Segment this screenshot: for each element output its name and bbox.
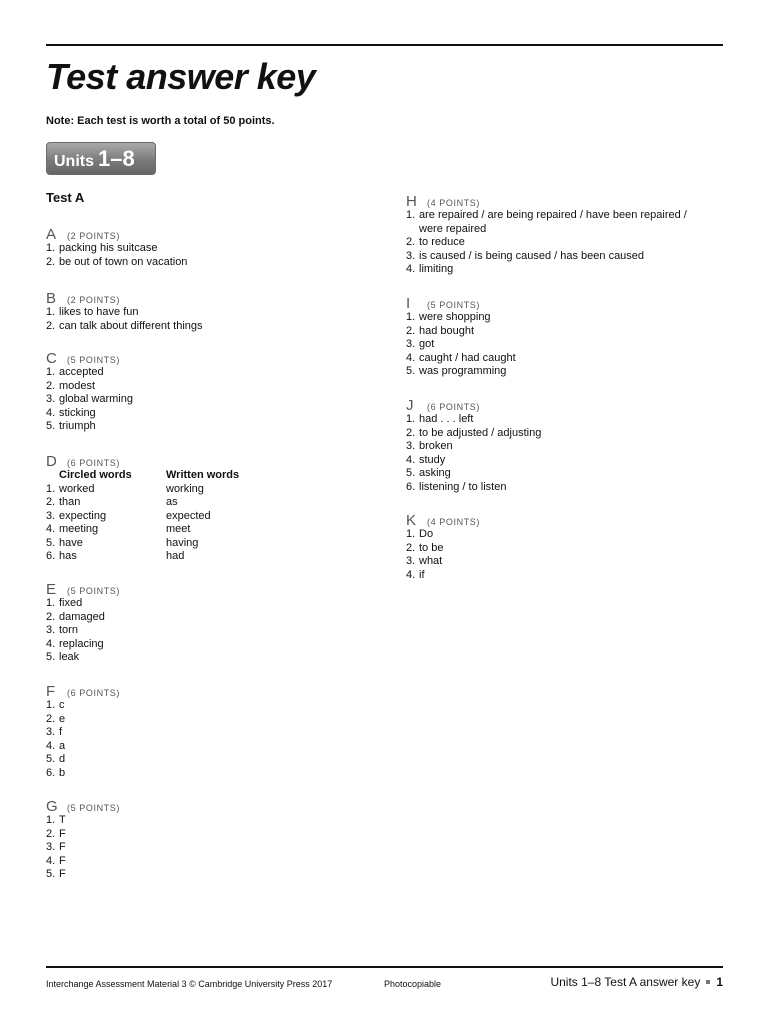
item-number: 3. [406, 249, 416, 262]
section-letter: C [46, 350, 57, 367]
item-text: F [59, 827, 66, 840]
item-text: F [59, 854, 66, 867]
item-number: 5. [46, 753, 56, 765]
section-letter: E [46, 581, 57, 598]
item-number: 6. [46, 550, 56, 562]
list-item [46, 841, 376, 855]
item-number: 2. [406, 541, 416, 554]
item-number: 2. [46, 610, 56, 623]
item-text: if [419, 568, 425, 581]
points-note: Note: Each test is worth a total of 50 points. [46, 115, 275, 127]
table-row [46, 550, 376, 564]
item-number: 5. [46, 536, 56, 549]
item-text: study [419, 453, 446, 466]
list-item [406, 555, 726, 569]
list-item [406, 467, 726, 481]
section-points: (6 POINTS) [427, 402, 481, 412]
units-badge-number: 1–8 [98, 146, 135, 171]
list-item [46, 638, 376, 652]
item-text: limiting [419, 263, 454, 275]
item-number: 5. [46, 420, 56, 432]
item-number: 6. [46, 766, 56, 779]
units-badge-word: Units [54, 153, 94, 170]
top-rule [46, 44, 723, 46]
answer-list [406, 311, 726, 379]
item-number: 5. [406, 467, 416, 479]
list-item [406, 352, 726, 366]
list-item [46, 726, 376, 740]
item-number: 4. [406, 263, 416, 275]
item-text: packing his suitcase [59, 242, 158, 254]
page-number: 1 [716, 975, 723, 989]
written-words-header: Written words [166, 469, 240, 481]
item-text: can talk about different things [59, 319, 203, 332]
bottom-rule [46, 966, 723, 968]
section-c [46, 350, 376, 434]
item-number: 3. [46, 726, 56, 738]
item-number: 4. [46, 637, 56, 650]
section-letter: G [46, 798, 58, 815]
list-item [46, 868, 376, 882]
answer-list [46, 242, 376, 269]
list-item [46, 380, 376, 394]
written-word: having [166, 536, 199, 549]
word-table [46, 469, 376, 564]
list-item [406, 365, 726, 379]
written-word: had [166, 550, 185, 562]
section-letter: A [46, 226, 57, 243]
item-text: caught / had caught [419, 351, 516, 364]
table-row [46, 496, 376, 510]
item-text: F [59, 868, 66, 880]
item-text: F [59, 841, 66, 853]
units-badge [46, 142, 156, 175]
item-text: to be [419, 541, 444, 554]
item-number: 4. [46, 523, 56, 535]
section-i [406, 295, 726, 379]
item-number: 3. [406, 338, 416, 350]
copyright-footer: Interchange Assessment Material 3 © Cambridge University Press 2017 [46, 979, 333, 989]
list-item [46, 699, 376, 713]
answer-list [46, 814, 376, 882]
list-item [46, 420, 376, 434]
item-number: 2. [406, 236, 416, 248]
list-item [46, 855, 376, 869]
answer-list [46, 306, 376, 333]
item-text: were shopping [419, 311, 491, 323]
item-text: had . . . left [419, 413, 474, 425]
list-item [406, 250, 726, 264]
item-text: b [59, 766, 66, 779]
circled-word: meeting [59, 523, 99, 535]
circled-word: has [59, 550, 77, 562]
section-points: (2 POINTS) [67, 295, 121, 305]
written-word: meet [166, 523, 191, 535]
section-letter: B [46, 290, 57, 307]
item-number: 1. [46, 306, 56, 318]
section-points: (4 POINTS) [427, 517, 481, 527]
item-text: be out of town on vacation [59, 255, 188, 268]
list-item [46, 597, 376, 611]
item-number: 2. [406, 324, 416, 337]
item-number: 6. [406, 480, 416, 493]
section-d [46, 453, 376, 564]
section-letter: J [406, 397, 414, 414]
answer-list [46, 366, 376, 434]
list-item [46, 611, 376, 625]
item-text: leak [59, 651, 80, 663]
item-number: 4. [46, 739, 56, 752]
item-text: sticking [59, 406, 96, 419]
item-text: to be adjusted / adjusting [419, 426, 542, 439]
list-item [406, 209, 726, 236]
circled-word: have [59, 536, 83, 549]
item-number: 4. [406, 453, 416, 466]
item-number: 1. [406, 311, 416, 323]
section-e [46, 581, 376, 665]
section-points: (5 POINTS) [427, 300, 481, 310]
list-item [406, 440, 726, 454]
item-number: 4. [406, 351, 416, 364]
item-number: 3. [406, 440, 416, 452]
item-text: to reduce [419, 236, 465, 248]
item-text: Do [419, 528, 434, 540]
table-row [46, 483, 376, 497]
item-number: 1. [46, 366, 56, 378]
section-points: (5 POINTS) [67, 803, 121, 813]
item-number: 2. [46, 712, 56, 725]
item-number: 4. [46, 406, 56, 419]
section-points: (4 POINTS) [427, 198, 481, 208]
list-item [46, 306, 376, 320]
list-item [406, 528, 726, 542]
item-text: broken [419, 440, 453, 452]
separator-square-icon [706, 980, 710, 984]
item-text: f [59, 726, 63, 738]
section-k [406, 512, 726, 582]
item-number: 3. [406, 555, 416, 567]
item-text: a [59, 739, 66, 752]
item-number: 4. [46, 854, 56, 867]
table-row [46, 510, 376, 524]
list-item [406, 454, 726, 468]
answer-list [46, 597, 376, 665]
item-number: 2. [46, 255, 56, 268]
list-item [46, 828, 376, 842]
list-item [406, 263, 726, 277]
item-number: 5. [46, 868, 56, 880]
item-text: damaged [59, 610, 105, 623]
item-number: 1. [46, 482, 56, 495]
section-letter: I [406, 295, 411, 312]
item-text: modest [59, 379, 96, 392]
footer-page-label [550, 975, 723, 989]
section-points: (6 POINTS) [67, 458, 121, 468]
item-text: replacing [59, 637, 104, 650]
list-item [46, 740, 376, 754]
item-text: triumph [59, 420, 96, 432]
section-points: (6 POINTS) [67, 688, 121, 698]
page-title: Test answer key [46, 56, 316, 97]
written-word: working [166, 482, 204, 495]
test-heading: Test A [46, 190, 85, 205]
item-text: e [59, 712, 66, 725]
item-number: 1. [46, 242, 56, 254]
item-number: 1. [46, 699, 56, 711]
table-header-row [46, 469, 376, 483]
item-text: likes to have fun [59, 306, 139, 318]
list-item [406, 311, 726, 325]
list-item [46, 366, 376, 380]
list-item [46, 713, 376, 727]
item-text: d [59, 753, 66, 765]
list-item [46, 767, 376, 781]
list-item [46, 242, 376, 256]
answer-list [406, 209, 726, 277]
table-row [46, 537, 376, 551]
list-item [46, 256, 376, 270]
section-points: (2 POINTS) [67, 231, 121, 241]
section-f [46, 683, 376, 780]
list-item [406, 236, 726, 250]
list-item [406, 427, 726, 441]
list-item [406, 569, 726, 583]
item-number: 5. [46, 651, 56, 663]
item-text: listening / to listen [419, 480, 507, 493]
item-number: 1. [406, 528, 416, 540]
section-h [406, 193, 726, 277]
circled-word: than [59, 496, 81, 508]
section-j [406, 397, 726, 494]
item-number: 1. [406, 209, 416, 221]
section-letter: F [46, 683, 56, 700]
answer-list [46, 699, 376, 780]
answer-list [406, 528, 726, 582]
item-text: accepted [59, 366, 104, 378]
item-number: 2. [46, 379, 56, 392]
list-item [406, 542, 726, 556]
section-letter: D [46, 453, 57, 470]
written-word: expected [166, 509, 211, 522]
list-item [46, 407, 376, 421]
item-text: was programming [419, 365, 507, 377]
section-g [46, 798, 376, 882]
section-letter: K [406, 512, 417, 529]
item-number: 4. [406, 568, 416, 581]
item-number: 5. [406, 365, 416, 377]
answer-list [406, 413, 726, 494]
item-text: asking [419, 467, 451, 479]
list-item [46, 814, 376, 828]
item-text: is caused / is being caused / has been caused [419, 249, 645, 262]
item-number: 1. [46, 597, 56, 609]
item-number: 2. [46, 827, 56, 840]
list-item [46, 320, 376, 334]
item-number: 3. [46, 509, 56, 522]
item-text: got [419, 338, 435, 350]
section-points: (5 POINTS) [67, 355, 121, 365]
item-text: what [419, 555, 443, 567]
circled-word: worked [59, 482, 95, 495]
section-letter: H [406, 193, 417, 210]
circled-word: expecting [59, 509, 107, 522]
item-text: had bought [419, 324, 475, 337]
list-item [46, 393, 376, 407]
photocopiable-label: Photocopiable [384, 979, 442, 989]
section-a [46, 226, 376, 269]
item-text: fixed [59, 597, 83, 609]
list-item [406, 338, 726, 352]
item-number: 2. [46, 319, 56, 332]
item-text: are repaired / are being repaired / have been repaired / were repaired [419, 209, 687, 235]
item-text: global warming [59, 393, 133, 405]
item-number: 2. [406, 426, 416, 439]
list-item [46, 624, 376, 638]
list-item [46, 753, 376, 767]
table-row [46, 523, 376, 537]
section-points: (5 POINTS) [67, 586, 121, 596]
item-number: 1. [46, 814, 56, 826]
written-word: as [166, 496, 178, 508]
circled-words-header: Circled words [59, 469, 132, 481]
item-number: 3. [46, 393, 56, 405]
footer-key-title: Units 1–8 Test A answer key [550, 975, 701, 989]
item-number: 3. [46, 841, 56, 853]
item-text: T [59, 814, 66, 826]
item-number: 3. [46, 624, 56, 636]
list-item [46, 651, 376, 665]
item-number: 2. [46, 496, 56, 508]
section-b [46, 290, 376, 333]
list-item [406, 325, 726, 339]
list-item [406, 481, 726, 495]
item-text: torn [59, 624, 78, 636]
list-item [406, 413, 726, 427]
item-text: c [59, 699, 65, 711]
item-number: 1. [406, 413, 416, 425]
